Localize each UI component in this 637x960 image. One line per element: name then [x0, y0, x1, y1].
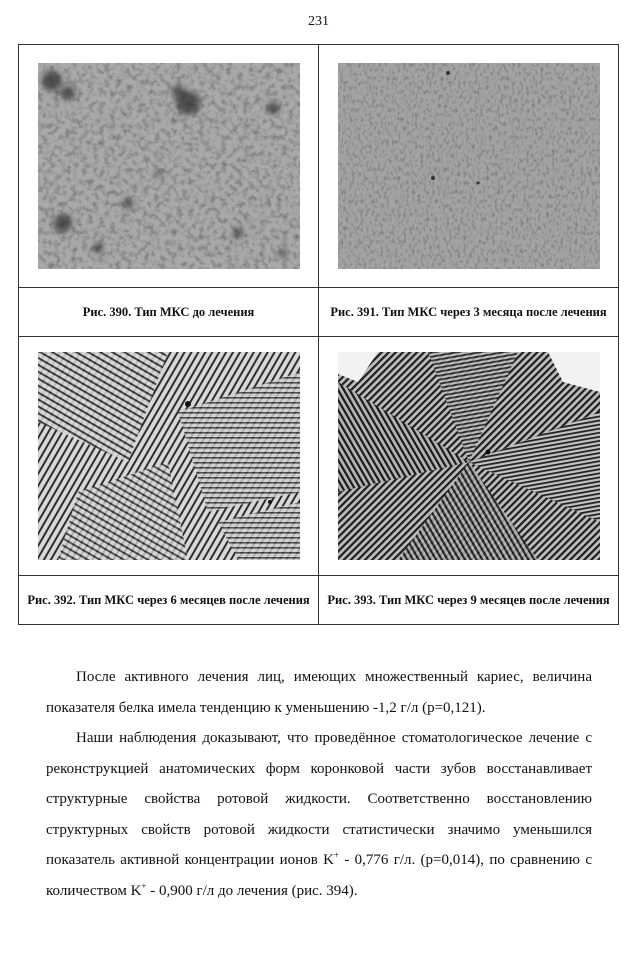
superscript-plus-2: + [141, 880, 147, 891]
figure-cell-392 [19, 337, 319, 576]
figure-table [18, 44, 619, 625]
page-number: 231 [308, 14, 329, 29]
micrograph-393 [338, 352, 600, 560]
caption-391: Рис. 391. Тип МКС через 3 месяца после лечения [319, 288, 619, 337]
caption-390: Рис. 390. Тип МКС до лечения [19, 288, 319, 337]
figure-cell-390 [19, 45, 319, 288]
micrograph-390 [38, 63, 300, 269]
figure-cell-391 [319, 45, 619, 288]
caption-392: Рис. 392. Тип МКС через 6 месяцев после лечения [19, 576, 319, 625]
micrograph-391 [338, 63, 600, 269]
body-text [46, 662, 592, 906]
micrograph-392 [38, 352, 300, 560]
paragraph-2 [46, 723, 592, 906]
paragraph-2-part-b: - 0,776 г/л. (p=0,014), по сравнению с количеством K [46, 852, 592, 899]
figure-cell-393 [319, 337, 619, 576]
paragraph-2-part-c: - 0,900 г/л до лечения (рис. 394). [146, 882, 358, 899]
caption-393: Рис. 393. Тип МКС через 9 месяцев после лечения [319, 576, 619, 625]
paragraph-1: После активного лечения лиц, имеющих множественный кариес, величина показателя белка имела тенденцию к уменьшению -1,2 г/л (p=0,121). [46, 669, 592, 716]
paragraph-2-part-a: Наши наблюдения доказывают, что проведённое стоматологическое лечение с реконструкцией анатомических форм коронковой части зубов восстанавливает структурные свойства ротовой жидкости. Соответственно восстановлению структурных свойств ротовой жидкости статистически значимо уменьшился показатель активной концентрации ионов K [46, 730, 592, 868]
superscript-plus-1: + [333, 850, 339, 860]
